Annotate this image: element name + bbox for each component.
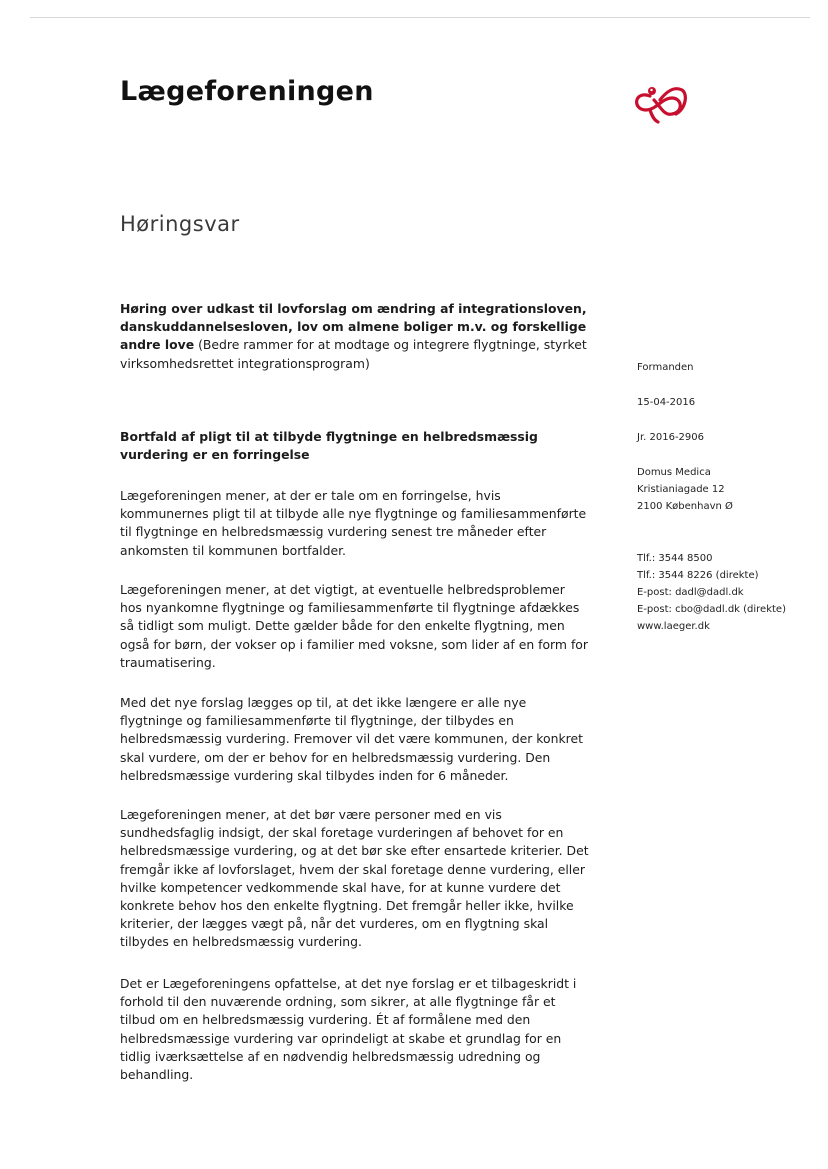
phone-main: Tlf.: 3544 8500 (637, 553, 713, 564)
document-type: Høringsvar (120, 212, 240, 236)
section-heading: Bortfald af pligt til at tilbyde flygtninge en helbredsmæssig vurdering er en forringelse (120, 429, 538, 463)
address-line: Kristianiagade 12 (637, 484, 725, 495)
paragraph-5: Det er Lægeforeningens opfattelse, at det nye forslag er et tilbageskridt i forhold til den nuværende ordning, som sikrer, at alle flygtninge får et tilbud om en helbredsmæssig vurdering. Ét af formålene med den helbredsmæssige vurdering var oprindeligt at skabe et grundlag for en tidlig iværksættelse af en nødvendig helbredsmæssig udredning og behandling. (120, 976, 577, 1083)
paragraph-2: Lægeforeningen mener, at det vigtigt, at eventuelle helbredsproblemer hos nyankomne flygtninge og familiesammenførte til flygtninge afdækkes så tidligt som muligt. Dette gælder både for den enkelte flygtning, men også for børn, der vokser op i familier med voksne, som lider af en form for traumatisering. (120, 582, 588, 670)
phone-direct: Tlf.: 3544 8226 (direkte) (637, 570, 759, 581)
email-main: E-post: dadl@dadl.dk (637, 587, 744, 598)
address-line: 2100 København Ø (637, 501, 733, 512)
scan-top-edge (30, 17, 810, 18)
email-direct: E-post: cbo@dadl.dk (direkte) (637, 604, 786, 615)
journal-number: Jr. 2016-2906 (637, 432, 705, 443)
address-block (637, 464, 733, 515)
subject-title: Høring over udkast til lovforslag om ændring af integrationsloven, danskuddannelsesloven, lov om almene boliger m.v. og forskellige andre love (120, 301, 587, 353)
contact-block (637, 550, 786, 635)
sender-label: Formanden (637, 362, 694, 373)
subject-description: (Bedre rammer for at modtage og integrere flygtninge, styrket virksomhedsrettet integrationsprogram) (120, 337, 587, 371)
website-link: www.laeger.dk (637, 621, 710, 632)
document-date: 15-04-2016 (637, 397, 696, 408)
snake-logo-icon (628, 76, 688, 126)
organization-name: Lægeforeningen (120, 76, 374, 107)
subject-block (120, 300, 590, 373)
address-line: Domus Medica (637, 467, 711, 478)
paragraph-1: Lægeforeningen mener, at der er tale om en forringelse, hvis kommunernes pligt til at tilbyde alle nye flygtninge og familiesammenførte til flygtninge en helbredsmæssig vurdering senest tre måneder efter ankomsten til kommunen bortfalder. (120, 488, 587, 558)
paragraph-4: Lægeforeningen mener, at det bør være personer med en vis sundhedsfaglig indsigt, der skal foretage vurderingen af behovet for en helbredsmæssige vurdering, og at det bør ske efter ensartede kriterier. Det fremgår ikke af lovforslaget, hvem der skal foretage denne vurdering, eller hvilke kompetencer vedkommende skal have, for at kunne vurdere det konkrete behov hos den enkelte flygtning. Det fremgår heller ikke, hvilke kriterier, der lægges vægt på, når det vurderes, om en flygtning skal tilbydes en helbredsmæssig vurdering. (120, 807, 589, 950)
paragraph-3: Med det nye forslag lægges op til, at det ikke længere er alle nye flygtninge og familiesammenførte til flygtninge, der tilbydes en helbredsmæssig vurdering. Fremover vil det være kommunen, der konkret skal vurdere, om der er behov for en helbredsmæssig vurdering. Den helbredsmæssige vurdering skal tilbydes inden for 6 måneder. (120, 695, 583, 783)
